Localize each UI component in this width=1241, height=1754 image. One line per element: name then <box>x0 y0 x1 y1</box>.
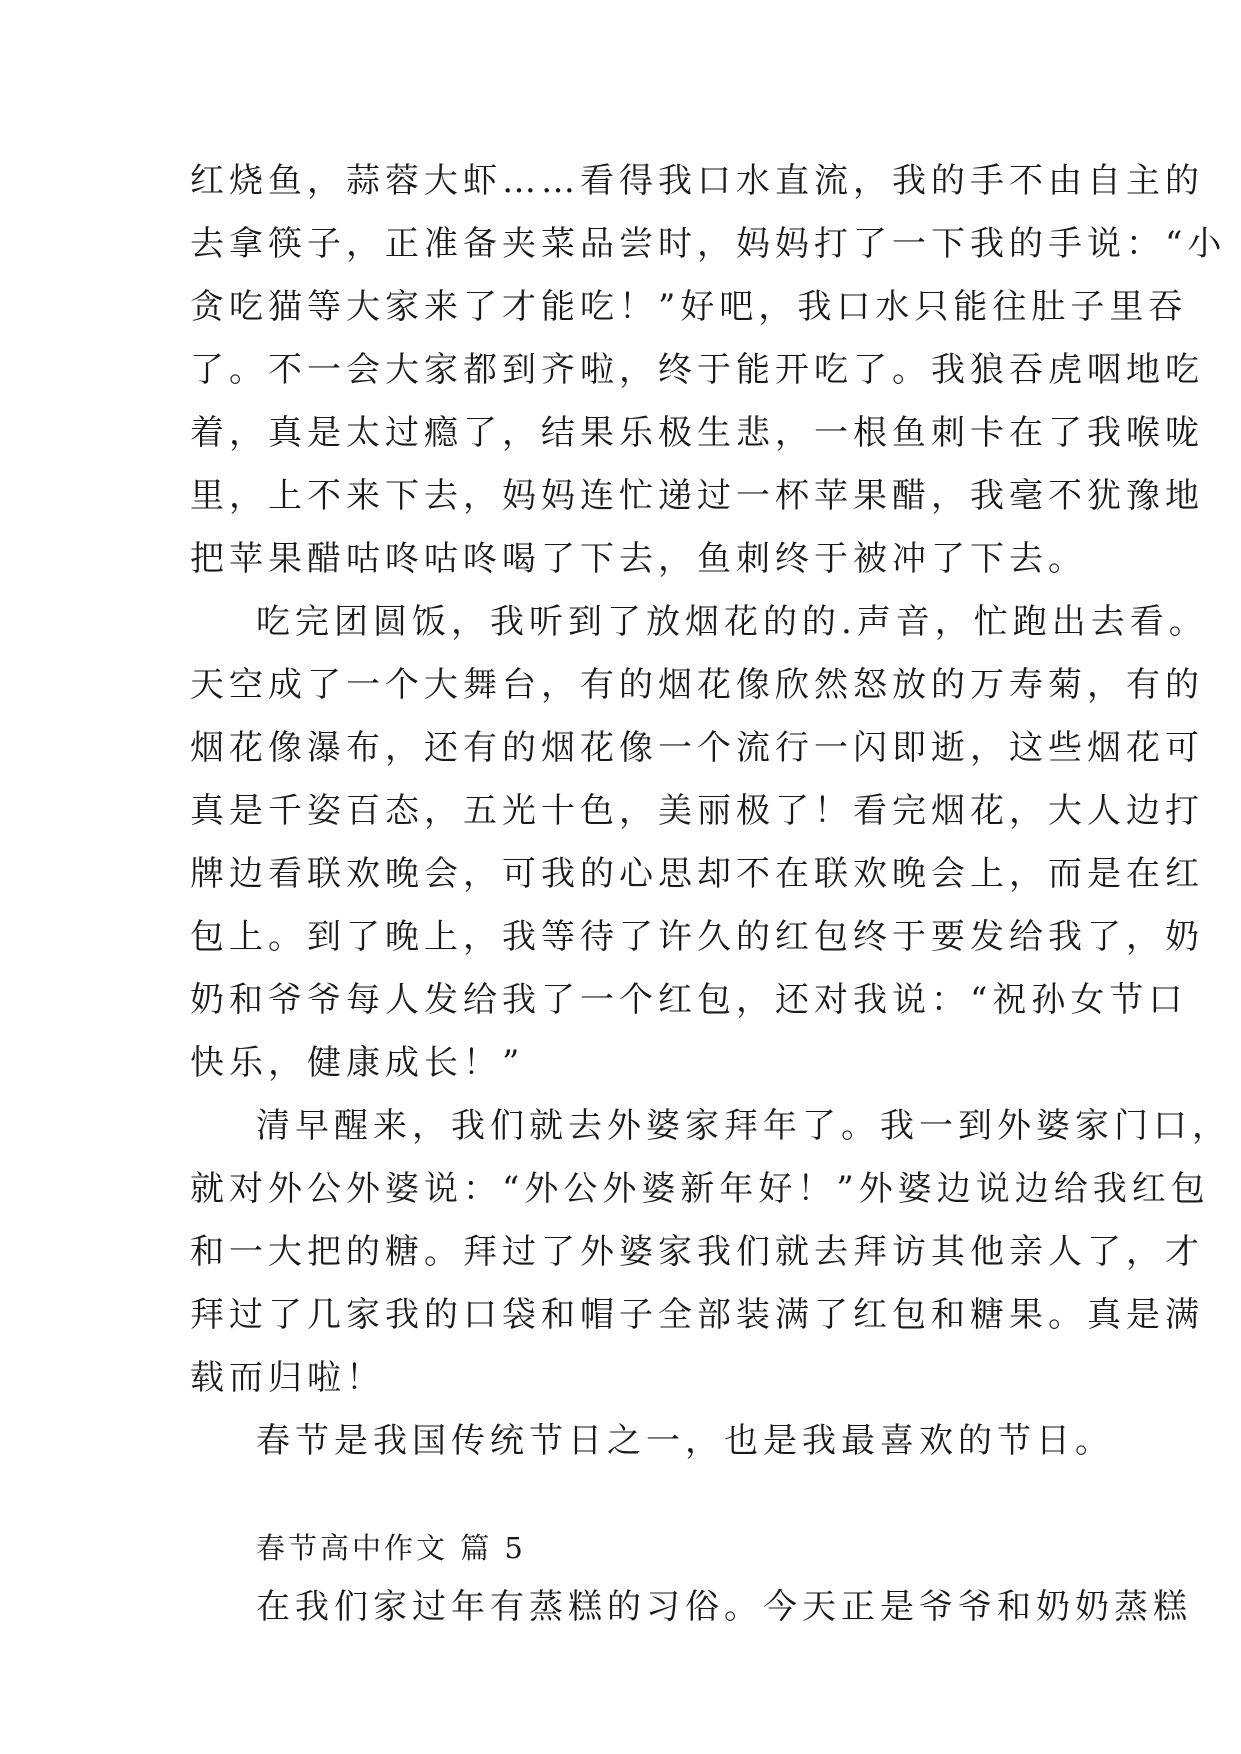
text-line: 了。不一会大家都到齐啦，终于能开吃了。我狼吞虎咽地吃 <box>190 350 1204 390</box>
text-line: 载而归啦！ <box>190 1358 385 1398</box>
text-line: 就对外公外婆说：“外公外婆新年好！”外婆边说边给我红包 <box>190 1169 1210 1209</box>
section-gap <box>190 1473 1070 1521</box>
text-line: 包上。到了晚上，我等待了许久的红包终于要发给我了，奶 <box>190 917 1204 957</box>
text-line: 春节是我国传统节日之一，也是我最喜欢的节日。 <box>256 1421 1114 1461</box>
text-line: 把苹果醋咕咚咕咚喝了下去，鱼刺终于被冲了下去。 <box>190 539 1087 579</box>
text-line: 里，上不来下去，妈妈连忙递过一杯苹果醋，我毫不犹豫地 <box>190 476 1204 516</box>
text-line: 牌边看联欢晚会，可我的心思却不在联欢晚会上，而是在红 <box>190 854 1204 894</box>
document-page <box>190 150 1231 1639</box>
text-line: 在我们家过年有蒸糕的习俗。今天正是爷爷和奶奶蒸糕 <box>256 1587 1192 1627</box>
text-line: 着，真是太过瘾了，结果乐极生悲，一根鱼刺卡在了我喉咙 <box>190 413 1204 453</box>
paragraph-1 <box>190 150 1227 591</box>
text-line: 清早醒来，我们就去外婆家拜年了。我一到外婆家门口， <box>256 1106 1231 1146</box>
text-line: 拜过了几家我的口袋和帽子全部装满了红包和糖果。真是满 <box>190 1295 1204 1335</box>
text-line: 去拿筷子，正准备夹菜品尝时，妈妈打了一下我的手说：“小 <box>190 224 1227 264</box>
text-line: 烟花像瀑布，还有的烟花像一个流行一闪即逝，这些烟花可 <box>190 728 1204 768</box>
text-line: 快乐，健康成长！” <box>190 1043 525 1083</box>
text-line: 吃完团圆饭，我听到了放烟花的的.声音，忙跑出去看。 <box>256 602 1208 642</box>
text-line: 和一大把的糖。拜过了外婆家我们就去拜访其他亲人了，才 <box>190 1232 1204 1272</box>
paragraph-3 <box>190 1095 1231 1410</box>
paragraph-2 <box>190 591 1208 1095</box>
text-line: 红烧鱼，蒜蓉大虾……看得我口水直流，我的手不由自主的 <box>190 161 1204 201</box>
text-line: 天空成了一个大舞台，有的烟花像欣然怒放的万寿菊，有的 <box>190 665 1204 705</box>
section-heading: 春节高中作文 篇 5 <box>256 1531 526 1565</box>
paragraph-4 <box>190 1410 1114 1473</box>
text-line: 奶和爷爷每人发给我了一个红包，还对我说：“祝孙女节口 <box>190 980 1188 1020</box>
paragraph-5 <box>190 1576 1192 1639</box>
text-line: 真是千姿百态，五光十色，美丽极了！看完烟花，大人边打 <box>190 791 1204 831</box>
text-line: 贪吃猫等大家来了才能吃！”好吧，我口水只能往肚子里吞 <box>190 287 1188 327</box>
